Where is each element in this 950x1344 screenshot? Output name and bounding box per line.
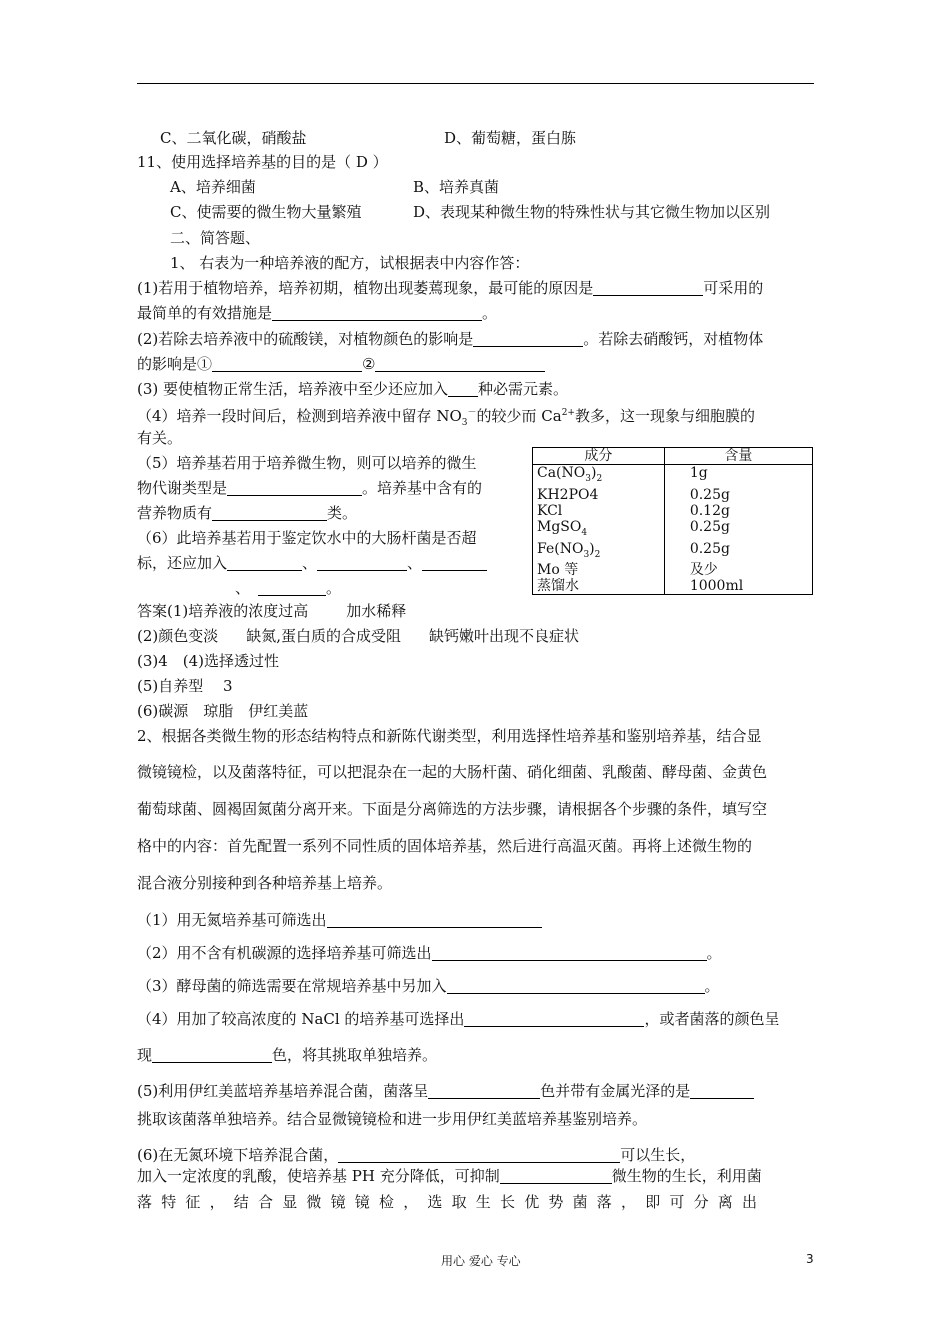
blank[interactable] xyxy=(432,944,707,961)
blank[interactable] xyxy=(317,554,407,571)
q11-option-d: D、表现某种微生物的特殊性状与其它微生物加以区别 xyxy=(413,203,771,221)
answer-3-4: (3)4 (4)选择透过性 xyxy=(137,652,280,670)
q11-option-a: A、培养细菌 xyxy=(170,178,256,196)
blank[interactable] xyxy=(448,380,478,397)
q1-part1-line2: 最简单的有效措施是 。 xyxy=(137,304,498,322)
blank[interactable] xyxy=(464,1010,644,1027)
table-row: KCl 0.12g xyxy=(533,503,813,519)
section-heading: 二、简答题、 xyxy=(170,229,261,247)
answer-1: 答案(1)培养液的浓度过高 加水稀释 xyxy=(137,602,407,620)
answer-6: (6)碳源 琼脂 伊红美蓝 xyxy=(137,702,309,720)
q2-line-4: 格中的内容：首先配置一系列不同性质的固体培养基，然后进行高温灭菌。再将上述微生物的 xyxy=(137,837,753,855)
q1-part5-line2: 物代谢类型是 。培养基中含有的 xyxy=(137,479,483,497)
blank[interactable] xyxy=(428,1082,540,1099)
table-row: KH2PO4 0.25g xyxy=(533,487,813,503)
blank[interactable] xyxy=(500,1167,612,1184)
q2-item-3: （3）酵母菌的筛选需要在常规培养基中另加入 。 xyxy=(137,977,720,995)
header-rule xyxy=(137,83,814,84)
q2-line-3: 葡萄球菌、圆褐固氮菌分离开来。下面是分离筛选的方法步骤，请根据各个步骤的条件，填写空 xyxy=(137,800,768,818)
q2-item-5-line2: 挑取该菌落单独培养。结合显微镜镜检和进一步用伊红美蓝培养基鉴别培养。 xyxy=(137,1110,648,1128)
answer-5: (5)自养型 3 xyxy=(137,677,233,695)
q1-part2-line1: (2)若除去培养液中的硫酸镁，对植物颜色的影响是 。若除去硝酸钙，对植物体 xyxy=(137,330,764,348)
header-amount: 含量 xyxy=(664,448,812,465)
q2-line-1: 2、根据各类微生物的形态结构特点和新陈代谢类型，利用选择性培养基和鉴别培养基，结合显 xyxy=(137,727,762,745)
q2-line-5: 混合液分别接种到各种培养基上培养。 xyxy=(137,874,393,892)
recipe-table xyxy=(532,447,813,595)
q2-item-5-line1: (5)利用伊红美蓝培养基培养混合菌，菌落呈 色并带有金属光泽的是 xyxy=(137,1081,754,1101)
q2-item-2: （2）用不含有机碳源的选择培养基可筛选出 。 xyxy=(137,944,722,962)
blank[interactable] xyxy=(338,1146,620,1163)
q1-part6-line1: （6）此培养基若用于鉴定饮水中的大肠杆菌是否超 xyxy=(137,529,477,547)
blank[interactable] xyxy=(212,355,362,372)
blank[interactable] xyxy=(227,554,302,571)
q2-item-6-line2: 加入一定浓度的乳酸，使培养基 PH 充分降低，可抑制 微生物的生长，利用菌 xyxy=(137,1167,762,1185)
table-row: Mo 等 及少 xyxy=(533,562,813,578)
header-component: 成分 xyxy=(533,448,665,465)
q1-part6-line2: 标，还应加入 、 、 xyxy=(137,553,487,573)
q2-item-4-line1: （4）用加了较高浓度的 NaCl 的培养基可选择出 ，或者菌落的颜色呈 xyxy=(137,1010,780,1028)
q2-line-2: 微镜镜检，以及菌落特征，可以把混杂在一起的大肠杆菌、硝化细菌、乳酸菌、酵母菌、金黄色 xyxy=(137,763,768,781)
blank[interactable] xyxy=(152,1046,272,1063)
option-d: D、葡萄糖，蛋白胨 xyxy=(444,129,577,147)
q11-option-c: C、使需要的微生物大量繁殖 xyxy=(170,203,362,221)
q1-part4-line1: （4）培养一段时间后，检测到培养液中留存 $NO_3^-$的较少而 $Ca^{2+}$教多，这一现象与细胞膜的 xyxy=(137,407,755,428)
blank[interactable] xyxy=(690,1082,754,1099)
table-row: 蒸馏水 1000ml xyxy=(533,578,813,595)
blank[interactable] xyxy=(272,304,482,321)
table-row: $Fe(NO_3)_2$ 0.25g xyxy=(533,541,813,563)
page-number: 3 xyxy=(806,1252,814,1266)
q1-part4-line2: 有关。 xyxy=(137,429,183,447)
answer-2: (2)颜色变淡 缺氮,蛋白质的合成受阻 缺钙嫩叶出现不良症状 xyxy=(137,627,580,645)
q2-item-6-line3: 落特征，结合显微镜镜检，选取生长优势菌落，即可分离出 xyxy=(137,1193,767,1211)
blank[interactable] xyxy=(593,279,703,296)
blank[interactable] xyxy=(375,355,545,372)
blank[interactable] xyxy=(447,977,705,994)
q1-part1-line1: (1)若用于植物培养，培养初期，植物出现萎蔫现象，最可能的原因是 可采用的 xyxy=(137,279,764,297)
table-row: $Ca(NO_3)_2$ 1g xyxy=(533,465,813,487)
q1-part5-line1: （5）培养基若用于培养微生物，则可以培养的微生 xyxy=(137,454,477,472)
option-c: C、二氧化碳，硝酸盐 xyxy=(160,129,307,147)
q1-intro: 1、 右表为一种培养液的配方，试根据表中内容作答： xyxy=(170,254,530,272)
blank[interactable] xyxy=(212,504,327,521)
blank[interactable] xyxy=(473,330,583,347)
blank[interactable] xyxy=(422,554,487,571)
footer-motto: 用心 爱心 专心 xyxy=(441,1254,521,1268)
q1-part3: (3) 要使植物正常生活，培养液中至少还应加入 种必需元素。 xyxy=(137,380,569,398)
q2-item-6-line1: (6)在无氮环境下培养混合菌， 可以生长， xyxy=(137,1146,696,1164)
q11-stem: 11、使用选择培养基的目的是（ D ） xyxy=(137,153,388,171)
q1-part6-line3: 、 。 xyxy=(235,579,342,597)
blank[interactable] xyxy=(227,479,362,496)
table-row: MgSO$_4$ 0.25g xyxy=(533,519,813,541)
blank[interactable] xyxy=(327,911,542,928)
blank[interactable] xyxy=(258,579,326,596)
q2-item-1: （1）用无氮培养基可筛选出 xyxy=(137,910,542,930)
q2-item-4-line2: 现 色，将其挑取单独培养。 xyxy=(137,1046,438,1064)
table-header-row xyxy=(533,448,813,465)
q1-part2-line2: 的影响是① ② xyxy=(137,354,545,374)
q11-option-b: B、培养真菌 xyxy=(413,178,500,196)
q1-part5-line3: 营养物质有 类。 xyxy=(137,504,358,522)
